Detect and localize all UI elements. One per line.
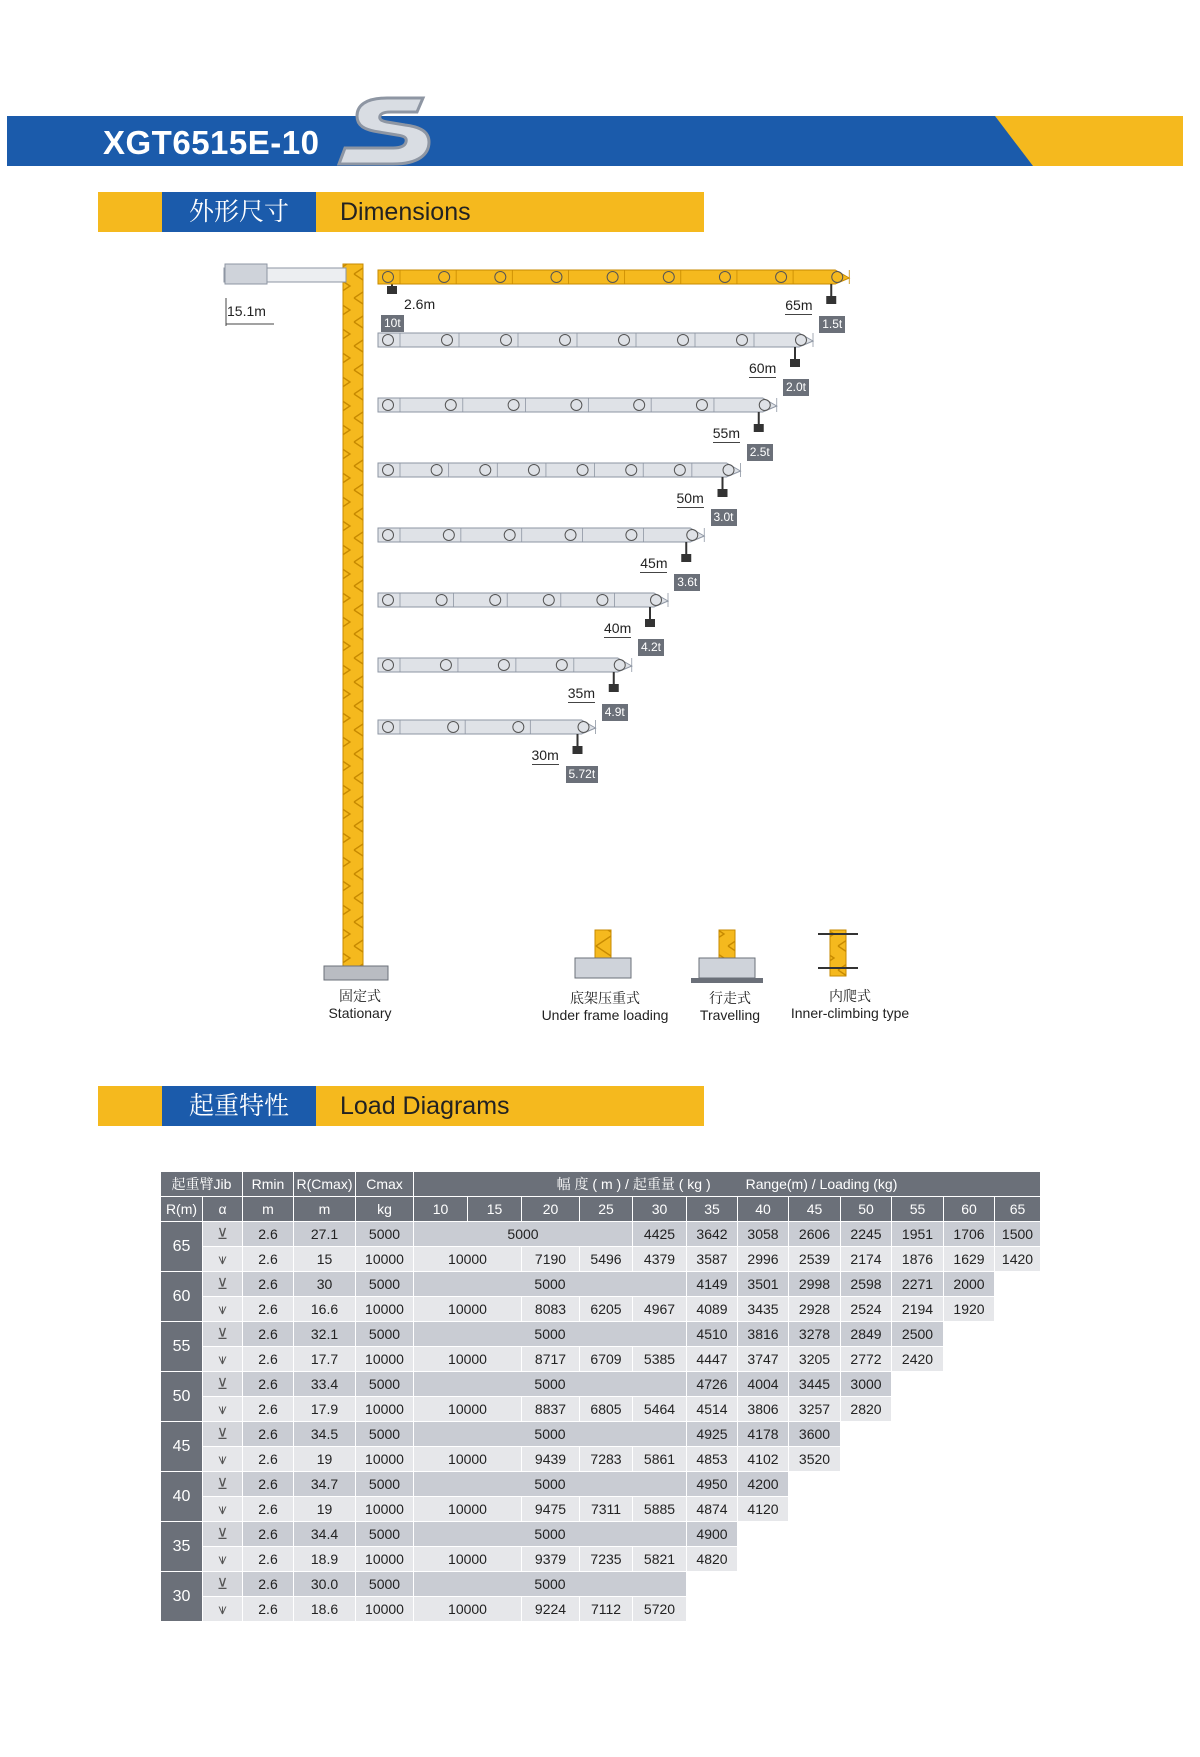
load-cell: 8717: [522, 1347, 580, 1372]
header-range-cn: 幅 度 ( m ) / 起重量 ( kg ): [556, 1176, 711, 1192]
cell-rc: 30.0: [294, 1572, 356, 1597]
load-cell: 1951: [892, 1222, 944, 1247]
load-title-cn: 起重特性: [162, 1086, 316, 1126]
unit-rmin: m: [243, 1197, 294, 1222]
cell-rmin: 2.6: [243, 1347, 294, 1372]
header-r: R(m): [161, 1197, 203, 1222]
jib-length-cell: 30: [161, 1572, 203, 1622]
table-row: [161, 1447, 1041, 1472]
tip-hook: [754, 424, 764, 432]
load-cell: 2606: [789, 1222, 841, 1247]
two-fall-hook-icon: ⊻: [203, 1272, 243, 1297]
under-frame-icon: [575, 930, 631, 978]
jib-body: [378, 528, 704, 542]
load-cell: 2928: [789, 1297, 841, 1322]
cell-cmax: 10000: [356, 1347, 414, 1372]
load-cell: 2772: [841, 1347, 892, 1372]
cell-cmax: 5000: [356, 1272, 414, 1297]
cell-rc: 32.1: [294, 1322, 356, 1347]
type-under-frame: [530, 990, 680, 1024]
range-header: 60: [944, 1197, 995, 1222]
cell-cmax: 5000: [356, 1372, 414, 1397]
load-cell: 7311: [580, 1497, 633, 1522]
load-cell: 2174: [841, 1247, 892, 1272]
table-row: [161, 1372, 1041, 1397]
mast-segment: [830, 930, 846, 976]
load-cell: 2996: [738, 1247, 789, 1272]
cell-cmax: 5000: [356, 1572, 414, 1597]
table-row: [161, 1597, 1041, 1622]
header-range-en: Range(m) / Loading (kg): [745, 1176, 898, 1192]
load-chart-table: [160, 1171, 1041, 1622]
load-cell: 4726: [687, 1372, 738, 1397]
type-travelling: [690, 990, 770, 1024]
jib-body: [378, 593, 668, 607]
load-cell: 5000: [414, 1272, 687, 1297]
load-cell: 3600: [789, 1422, 841, 1447]
type-stationary-cn: 固定式: [339, 988, 381, 1004]
range-header: 20: [522, 1197, 580, 1222]
load-cell: 5000: [414, 1572, 687, 1597]
jib-tip-load-tag: 1.5t: [819, 316, 845, 333]
inner-climbing-icon: [818, 930, 858, 976]
header-rmin: Rmin: [243, 1172, 294, 1197]
load-cell: 8837: [522, 1397, 580, 1422]
cell-rc: 18.9: [294, 1547, 356, 1572]
cell-rmin: 2.6: [243, 1497, 294, 1522]
dimensions-title-cn: 外形尺寸: [162, 192, 316, 232]
range-header: 55: [892, 1197, 944, 1222]
tower-base: [324, 966, 388, 980]
load-cell: 5000: [414, 1372, 687, 1397]
model-title: XGT6515E-10: [103, 124, 320, 161]
two-fall-hook-icon: ⊻: [203, 1472, 243, 1497]
base-ballast: [575, 958, 631, 978]
unit-cmax: kg: [356, 1197, 414, 1222]
load-cell: 5720: [633, 1597, 687, 1622]
load-cell: 5000: [414, 1322, 687, 1347]
table-row: [161, 1322, 1041, 1347]
table-row: [161, 1222, 1041, 1247]
four-fall-hook-icon: ⩛: [203, 1547, 243, 1572]
type-inner-climbing: [775, 988, 925, 1022]
cell-cmax: 5000: [356, 1422, 414, 1447]
load-cell: 4874: [687, 1497, 738, 1522]
jib-length-cell: 35: [161, 1522, 203, 1572]
empty-cell: [687, 1597, 1041, 1622]
jib-body: [378, 463, 741, 477]
two-fall-hook-icon: ⊻: [203, 1522, 243, 1547]
min-radius-hook: [387, 286, 397, 294]
tip-hook: [790, 359, 800, 367]
load-cell: 9439: [522, 1447, 580, 1472]
load-cell: 1629: [944, 1247, 995, 1272]
jib-tip-load-tag: 5.72t: [566, 766, 599, 783]
load-cell: 2245: [841, 1222, 892, 1247]
jib-tip-load-tag: 3.0t: [711, 509, 737, 526]
header-alpha: α: [203, 1197, 243, 1222]
load-cell: 5464: [633, 1397, 687, 1422]
cell-cmax: 10000: [356, 1247, 414, 1272]
cell-rc: 19: [294, 1447, 356, 1472]
load-cell: 3205: [789, 1347, 841, 1372]
load-cell: 9475: [522, 1497, 580, 1522]
load-cell: 5000: [414, 1422, 687, 1447]
header-rcmax: R(Cmax): [294, 1172, 356, 1197]
two-fall-hook-icon: ⊻: [203, 1372, 243, 1397]
load-cell: 4178: [738, 1422, 789, 1447]
load-cell: 3642: [687, 1222, 738, 1247]
load-cell: 3435: [738, 1297, 789, 1322]
counter-jib-length-label: 15.1m: [227, 303, 266, 319]
load-cell: 6805: [580, 1397, 633, 1422]
jib-tip-load-tag: 4.2t: [638, 639, 664, 656]
range-header: 25: [580, 1197, 633, 1222]
empty-cell: [995, 1297, 1041, 1322]
empty-cell: [738, 1547, 1041, 1572]
table-row: [161, 1547, 1041, 1572]
cell-cmax: 10000: [356, 1297, 414, 1322]
cell-rc: 34.7: [294, 1472, 356, 1497]
range-header: 40: [738, 1197, 789, 1222]
empty-cell: [789, 1497, 1041, 1522]
cell-cmax: 5000: [356, 1522, 414, 1547]
load-cell: 6709: [580, 1347, 633, 1372]
four-fall-hook-icon: ⩛: [203, 1347, 243, 1372]
load-cell: 3520: [789, 1447, 841, 1472]
load-cell: 5885: [633, 1497, 687, 1522]
table-row: [161, 1247, 1041, 1272]
table-row: [161, 1347, 1041, 1372]
type-inner-climbing-en: Inner-climbing type: [790, 1005, 910, 1021]
load-cell: 5000: [414, 1222, 633, 1247]
cell-cmax: 5000: [356, 1472, 414, 1497]
empty-cell: [892, 1372, 1041, 1397]
max-load-tag: 10t: [381, 315, 404, 332]
jib-65m: [378, 270, 849, 304]
load-cell: 10000: [414, 1397, 522, 1422]
cell-rc: 34.5: [294, 1422, 356, 1447]
load-cell: 7190: [522, 1247, 580, 1272]
empty-cell: [738, 1522, 1041, 1547]
load-cell: 10000: [414, 1347, 522, 1372]
header-band: [7, 116, 1183, 166]
tip-hook: [681, 554, 691, 562]
jib-body: [378, 720, 596, 734]
table-row: [161, 1272, 1041, 1297]
load-cell: 10000: [414, 1247, 522, 1272]
empty-cell: [944, 1322, 1041, 1347]
load-cell: 2271: [892, 1272, 944, 1297]
load-cell: 6205: [580, 1297, 633, 1322]
load-cell: 4514: [687, 1397, 738, 1422]
load-section-header: [98, 1086, 704, 1126]
dimensions-title-en: Dimensions: [340, 198, 471, 226]
load-cell: 9379: [522, 1547, 580, 1572]
type-inner-climbing-cn: 内爬式: [829, 988, 871, 1004]
table-row: [161, 1397, 1041, 1422]
tower-mast: [343, 264, 363, 966]
load-cell: 4004: [738, 1372, 789, 1397]
load-cell: 10000: [414, 1597, 522, 1622]
load-cell: 5000: [414, 1522, 687, 1547]
unit-rcmax: m: [294, 1197, 356, 1222]
empty-cell: [687, 1572, 1041, 1597]
cell-cmax: 5000: [356, 1322, 414, 1347]
cell-rmin: 2.6: [243, 1472, 294, 1497]
cell-cmax: 10000: [356, 1547, 414, 1572]
table-row: [161, 1497, 1041, 1522]
cell-rmin: 2.6: [243, 1297, 294, 1322]
cell-cmax: 10000: [356, 1447, 414, 1472]
four-fall-hook-icon: ⩛: [203, 1597, 243, 1622]
table-row: [161, 1297, 1041, 1322]
jib-length-cell: 55: [161, 1322, 203, 1372]
load-cell: 8083: [522, 1297, 580, 1322]
load-cell: 2524: [841, 1297, 892, 1322]
load-cell: 3000: [841, 1372, 892, 1397]
cell-rmin: 2.6: [243, 1397, 294, 1422]
min-radius-label: 2.6m: [404, 296, 436, 312]
tip-hook: [826, 296, 836, 304]
header-range: [414, 1172, 1041, 1197]
load-cell: 5821: [633, 1547, 687, 1572]
load-cell: 4950: [687, 1472, 738, 1497]
type-travelling-en: Travelling: [699, 1007, 761, 1023]
cell-rc: 18.6: [294, 1597, 356, 1622]
range-header: 65: [995, 1197, 1041, 1222]
tip-hook: [718, 489, 728, 497]
jib-length-label: 35m: [567, 685, 595, 701]
load-cell: 4089: [687, 1297, 738, 1322]
load-cell: 7283: [580, 1447, 633, 1472]
load-cell: 4102: [738, 1447, 789, 1472]
empty-cell: [944, 1347, 1041, 1372]
load-cell: 3501: [738, 1272, 789, 1297]
tip-hook: [645, 619, 655, 627]
four-fall-hook-icon: ⩛: [203, 1447, 243, 1472]
base-ballast: [699, 958, 755, 978]
load-cell: 4425: [633, 1222, 687, 1247]
cell-rc: 16.6: [294, 1297, 356, 1322]
range-header: 35: [687, 1197, 738, 1222]
tip-hook: [573, 746, 583, 754]
header-jib: 起重臂Jib: [161, 1172, 243, 1197]
load-cell: 10000: [414, 1297, 522, 1322]
type-under-frame-en: Under frame loading: [541, 1007, 669, 1023]
load-cell: 4900: [687, 1522, 738, 1547]
load-cell: 7112: [580, 1597, 633, 1622]
load-cell: 2820: [841, 1397, 892, 1422]
two-fall-hook-icon: ⊻: [203, 1422, 243, 1447]
jib-length-label: 45m: [640, 555, 668, 571]
cell-rmin: 2.6: [243, 1247, 294, 1272]
table-row: [161, 1522, 1041, 1547]
cell-rmin: 2.6: [243, 1272, 294, 1297]
load-cell: 10000: [414, 1547, 522, 1572]
jib-length-label: 55m: [712, 425, 740, 441]
jib-60m: [378, 333, 813, 367]
load-cell: 4820: [687, 1547, 738, 1572]
load-cell: 10000: [414, 1497, 522, 1522]
load-cell: 3747: [738, 1347, 789, 1372]
jib-tip-load-tag: 2.0t: [783, 379, 809, 396]
range-header: 45: [789, 1197, 841, 1222]
load-cell: 3058: [738, 1222, 789, 1247]
load-cell: 4967: [633, 1297, 687, 1322]
load-cell: 10000: [414, 1447, 522, 1472]
cell-rmin: 2.6: [243, 1372, 294, 1397]
load-cell: 1500: [995, 1222, 1041, 1247]
type-stationary: [300, 988, 420, 1022]
load-cell: 3587: [687, 1247, 738, 1272]
four-fall-hook-icon: ⩛: [203, 1247, 243, 1272]
table-row: [161, 1572, 1041, 1597]
load-cell: 3806: [738, 1397, 789, 1422]
cell-rmin: 2.6: [243, 1572, 294, 1597]
type-under-frame-cn: 底架压重式: [570, 990, 640, 1006]
two-fall-hook-icon: ⊻: [203, 1222, 243, 1247]
load-cell: 4120: [738, 1497, 789, 1522]
cell-rc: 27.1: [294, 1222, 356, 1247]
cell-rc: 15: [294, 1247, 356, 1272]
jib-length-label: 60m: [749, 360, 777, 376]
load-cell: 2539: [789, 1247, 841, 1272]
load-cell: 4149: [687, 1272, 738, 1297]
cell-rc: 30: [294, 1272, 356, 1297]
load-cell: 4379: [633, 1247, 687, 1272]
load-cell: 2500: [892, 1322, 944, 1347]
load-title-en: Load Diagrams: [340, 1092, 510, 1120]
header-cmax: Cmax: [356, 1172, 414, 1197]
tip-hook: [609, 684, 619, 692]
load-cell: 3257: [789, 1397, 841, 1422]
two-fall-hook-icon: ⊻: [203, 1322, 243, 1347]
load-cell: 9224: [522, 1597, 580, 1622]
jib-tip-load-tag: 3.6t: [674, 574, 700, 591]
empty-cell: [789, 1472, 1041, 1497]
load-cell: 2194: [892, 1297, 944, 1322]
cell-rmin: 2.6: [243, 1597, 294, 1622]
load-cell: 5861: [633, 1447, 687, 1472]
load-cell: 5385: [633, 1347, 687, 1372]
load-cell: 3445: [789, 1372, 841, 1397]
cell-rc: 33.4: [294, 1372, 356, 1397]
range-header: 50: [841, 1197, 892, 1222]
cell-rc: 34.4: [294, 1522, 356, 1547]
load-cell: 4853: [687, 1447, 738, 1472]
cell-rmin: 2.6: [243, 1322, 294, 1347]
crane-dimensions-drawing: [0, 250, 1200, 1080]
cell-rmin: 2.6: [243, 1447, 294, 1472]
load-cell: 2000: [944, 1272, 995, 1297]
counterweight: [225, 264, 267, 284]
cell-rmin: 2.6: [243, 1547, 294, 1572]
jib-tip-load-tag: 2.5t: [747, 444, 773, 461]
load-cell: 7235: [580, 1547, 633, 1572]
cell-cmax: 10000: [356, 1497, 414, 1522]
load-cell: 5496: [580, 1247, 633, 1272]
load-cell: 1706: [944, 1222, 995, 1247]
load-cell: 4925: [687, 1422, 738, 1447]
s-series-logo: [335, 92, 435, 170]
jib-length-cell: 50: [161, 1372, 203, 1422]
load-cell: 2420: [892, 1347, 944, 1372]
cell-cmax: 10000: [356, 1597, 414, 1622]
dimensions-section-header: [98, 192, 704, 232]
cell-rc: 19: [294, 1497, 356, 1522]
load-cell: 2598: [841, 1272, 892, 1297]
four-fall-hook-icon: ⩛: [203, 1297, 243, 1322]
table-row: [161, 1472, 1041, 1497]
load-cell: 2849: [841, 1322, 892, 1347]
load-cell: 5000: [414, 1472, 687, 1497]
four-fall-hook-icon: ⩛: [203, 1497, 243, 1522]
cell-cmax: 10000: [356, 1397, 414, 1422]
jib-tip-load-tag: 4.9t: [602, 704, 628, 721]
load-cell: 1920: [944, 1297, 995, 1322]
load-cell: 1876: [892, 1247, 944, 1272]
jib-length-label: 50m: [676, 490, 704, 506]
empty-cell: [892, 1397, 1041, 1422]
range-header: 30: [633, 1197, 687, 1222]
range-header: 15: [468, 1197, 522, 1222]
load-cell: 3278: [789, 1322, 841, 1347]
jib-length-label: 40m: [604, 620, 632, 636]
table-row: [161, 1422, 1041, 1447]
empty-cell: [841, 1422, 1041, 1447]
jib-length-cell: 45: [161, 1422, 203, 1472]
jib-length-label: 30m: [531, 747, 559, 763]
cell-rmin: 2.6: [243, 1422, 294, 1447]
cell-rc: 17.7: [294, 1347, 356, 1372]
load-cell: 4200: [738, 1472, 789, 1497]
cell-rc: 17.9: [294, 1397, 356, 1422]
cell-rmin: 2.6: [243, 1222, 294, 1247]
cell-rmin: 2.6: [243, 1522, 294, 1547]
jib-30m: [378, 720, 596, 754]
load-cell: 4510: [687, 1322, 738, 1347]
type-travelling-cn: 行走式: [709, 990, 751, 1006]
jib-length-label: 65m: [785, 297, 813, 313]
load-cell: 1420: [995, 1247, 1041, 1272]
header-accent: [1033, 116, 1183, 166]
two-fall-hook-icon: ⊻: [203, 1572, 243, 1597]
load-cell: 3816: [738, 1322, 789, 1347]
load-cell: 4447: [687, 1347, 738, 1372]
empty-cell: [841, 1447, 1041, 1472]
jib-length-cell: 65: [161, 1222, 203, 1272]
rail-track: [691, 978, 763, 983]
four-fall-hook-icon: ⩛: [203, 1397, 243, 1422]
jib-length-cell: 40: [161, 1472, 203, 1522]
empty-cell: [995, 1272, 1041, 1297]
travelling-icon: [691, 930, 763, 983]
jib-length-cell: 60: [161, 1272, 203, 1322]
range-header: 10: [414, 1197, 468, 1222]
cell-cmax: 5000: [356, 1222, 414, 1247]
type-stationary-en: Stationary: [328, 1005, 392, 1021]
load-cell: 2998: [789, 1272, 841, 1297]
